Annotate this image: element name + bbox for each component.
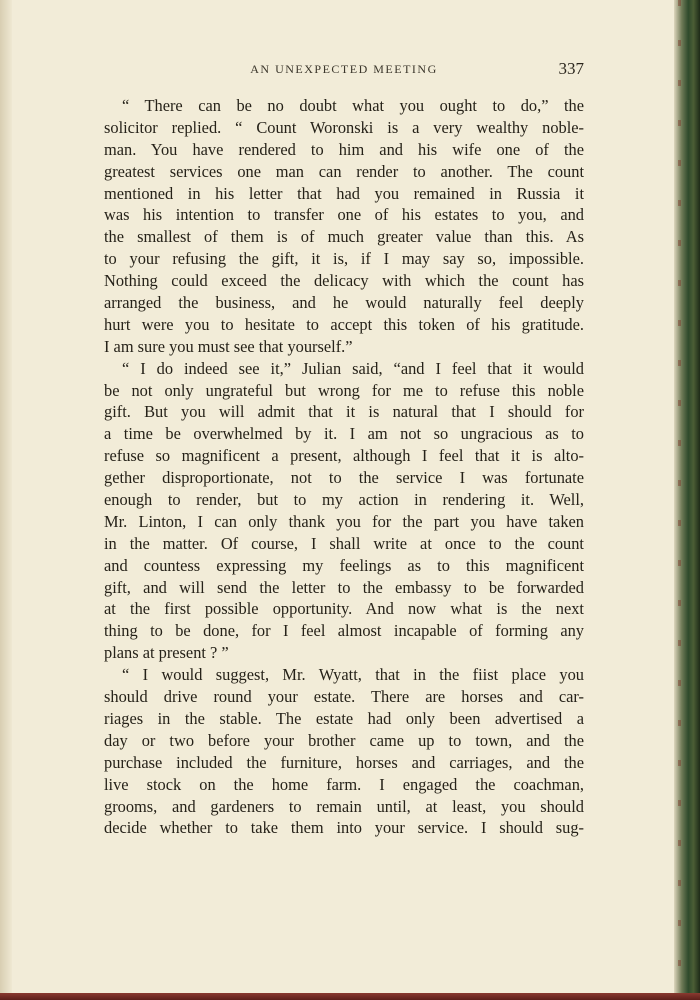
text-line: Nothing could exceed the delicacy with which the count has [104, 271, 584, 291]
page-number: 337 [558, 59, 584, 78]
text-line: should drive round your estate. There are horses and car- [104, 687, 584, 707]
text-line: purchase included the furniture, horses and carriages, and the [104, 752, 584, 772]
text-line: gift. But you will admit that it is natural that I should for [104, 402, 584, 422]
text-line: mentioned in his letter that had you remained in Russia it [104, 183, 584, 203]
text-line: man. You have rendered to him and his wife one of the [104, 139, 584, 159]
text-line: was his intention to transfer one of his estates to you, and [104, 205, 584, 225]
text-line: refuse so magnificent a present, although I feel that it is alto- [104, 446, 584, 466]
text-line: “ There can be no doubt what you ought to do,” the [122, 96, 584, 115]
text-line: grooms, and gardeners to remain until, at least, you should [104, 796, 584, 816]
book-bottom-edge [0, 993, 700, 1000]
text-line: a time be overwhelmed by it. I am not so ungracious as to [104, 424, 584, 444]
text-line: arranged the business, and he would naturally feel deeply [104, 293, 584, 313]
text-line: enough to render, but to my action in rendering it. Well, [104, 490, 584, 510]
text-line: greatest services one man can render to another. The count [104, 161, 584, 181]
text-line: the smallest of them is of much greater value than this. As [104, 227, 584, 247]
text-line: in the matter. Of course, I shall write at once to the count [104, 533, 584, 553]
text-line: “ I would suggest, Mr. Wyatt, that in the fiist place you [122, 665, 584, 685]
body-text [104, 95, 584, 839]
text-line: live stock on the home farm. I engaged the coachman, [104, 774, 584, 794]
text-line: decide whether to take them into your service. I should sug- [104, 818, 584, 838]
text-line: gift, and will send the letter to the embassy to be forwarded [104, 577, 584, 597]
text-line: be not only ungrateful but wrong for me to refuse this noble [104, 380, 584, 400]
page-gutter-shadow [0, 0, 12, 1000]
text-line: solicitor replied. “ Count Woronski is a very wealthy noble- [104, 117, 584, 137]
text-line: Mr. Linton, I can only thank you for the part you have taken [104, 511, 584, 531]
text-line: at the first possible opportunity. And now what is the next [104, 599, 584, 619]
text-line: hurt were you to hesitate to accept this token of his gratitude. [104, 314, 584, 334]
text-line: “ I do indeed see it,” Julian said, “and I feel that it would [122, 358, 584, 378]
text-line: day or two before your brother came up to town, and the [104, 730, 584, 750]
book-cover-edge [674, 0, 700, 1000]
running-header [104, 60, 584, 80]
text-line: I am sure you must see that yourself.” [104, 336, 353, 356]
text-line: and countess expressing my feelings as to this magnificent [104, 555, 584, 575]
text-line: to your refusing the gift, it is, if I may say so, impossible. [104, 249, 584, 269]
text-line: plans at present ? ” [104, 643, 229, 663]
text-line: riages in the stable. The estate had only been advertised a [104, 708, 584, 728]
text-line: gether disproportionate, not to the service I was fortunate [104, 468, 584, 488]
text-line: thing to be done, for I feel almost incapable of forming any [104, 621, 584, 641]
running-title: AN UNEXPECTED MEETING [250, 62, 438, 76]
